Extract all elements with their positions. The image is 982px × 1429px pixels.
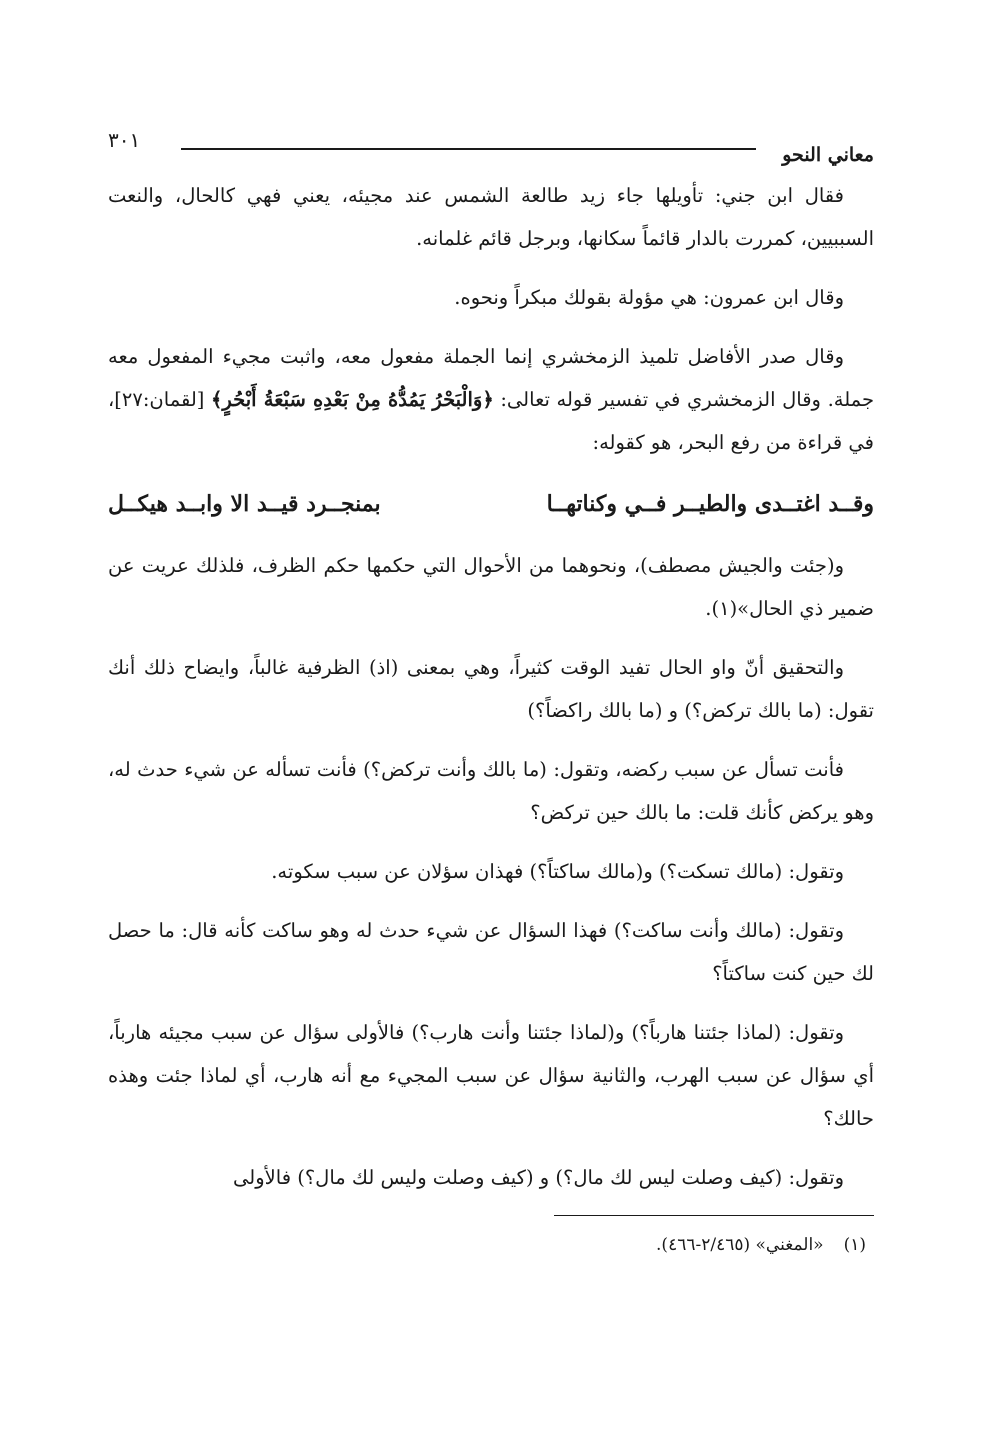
paragraph: والتحقيق أنّ واو الحال تفيد الوقت كثيراً، وهي بمعنى (اذ) الظرفية غالباً، وايضاح ذلك أنك تقول: (ما بالك تركض؟) و (ما بالك راكضاً؟) <box>108 656 874 722</box>
footnote-separator <box>554 1215 874 1216</box>
paragraph-ibn-amrun: وقال ابن عمرون: هي مؤولة بقولك مبكراً ونحوه. <box>454 286 844 309</box>
book-page <box>108 118 874 1318</box>
paragraph: و(جئت والجيش مصطف)، ونحوهما من الأحوال التي حكمها حكم الظرف، فلذلك عريت عن ضمير ذي الحال»(١). <box>108 554 874 620</box>
header-rule <box>181 148 756 150</box>
paragraph-ibn-jinni: فقال ابن جني: تأويلها جاء زيد طالعة الشمس عند مجيئه، يعني فهي كالحال، والنعت السببيين، كمررت بالدار قائماً سكانها، وبرجل قائم غلمانه. <box>108 184 874 250</box>
page-number: ٣٠١ <box>108 128 141 152</box>
verse-first-hemistich: وقــد اغتــدى والطيــر فــي وكناتهــا <box>546 491 874 517</box>
paragraph-sadr-al-afadil <box>108 335 874 464</box>
verse-second-hemistich: بمنجــرد قيــد الا وابــد هيكــل <box>108 491 381 517</box>
quran-quote: ﴿وَالْبَحْرُ يَمُدُّهُ مِنْ بَعْدِهِ سَبْعَةُ أَبْحُرٍ﴾ <box>210 388 494 411</box>
paragraph: وتقول: (كيف وصلت ليس لك مال؟) و (كيف وصلت وليس لك مال؟) فالأولى <box>233 1166 844 1189</box>
paragraph: وتقول: (مالك وأنت ساكت؟) فهذا السؤال عن شيء حدث له وهو ساكت كأنه قال: ما حصل لك حين كنت ساكتاً؟ <box>108 919 874 985</box>
footnote-text: «المغني» (٢/٤٦٥-٤٦٦). <box>656 1235 824 1255</box>
paragraph: وتقول: (مالك تسكت؟) و(مالك ساكتاً؟) فهذان سؤلان عن سبب سكوته. <box>271 860 844 883</box>
footnote <box>108 1230 874 1260</box>
paragraph-text: [لقمان:٢٧]، في قراءة من رفع البحر، هو كقوله: <box>108 388 874 454</box>
page-header <box>108 118 874 174</box>
footnote-number: (١) <box>843 1235 866 1255</box>
paragraph: فأنت تسأل عن سبب ركضه، وتقول: (ما بالك وأنت تركض؟) فأنت تسأله عن شيء حدث له، وهو يركض كأنك قلت: ما بالك حين تركض؟ <box>108 758 874 824</box>
paragraph-text: وقال صدر الأفاضل تلميذ الزمخشري إنما الجملة مفعول معه، واثبت مجيء المفعول معه جملة. وقال الزمخشري في تفسير قوله تعالى: <box>108 345 875 411</box>
running-title: معاني النحو <box>782 144 874 166</box>
paragraph: وتقول: (لماذا جئتنا هارباً؟) و(لماذا جئتنا وأنت هارب؟) فالأولى سؤال عن سبب مجيئه هارباً، أي سؤال عن سبب الهرب، والثانية سؤال عن سبب المجيء مع أنه هارب، أي لماذا جئت وهذه حالك؟ <box>108 1021 874 1130</box>
poetry-verse <box>108 480 874 528</box>
